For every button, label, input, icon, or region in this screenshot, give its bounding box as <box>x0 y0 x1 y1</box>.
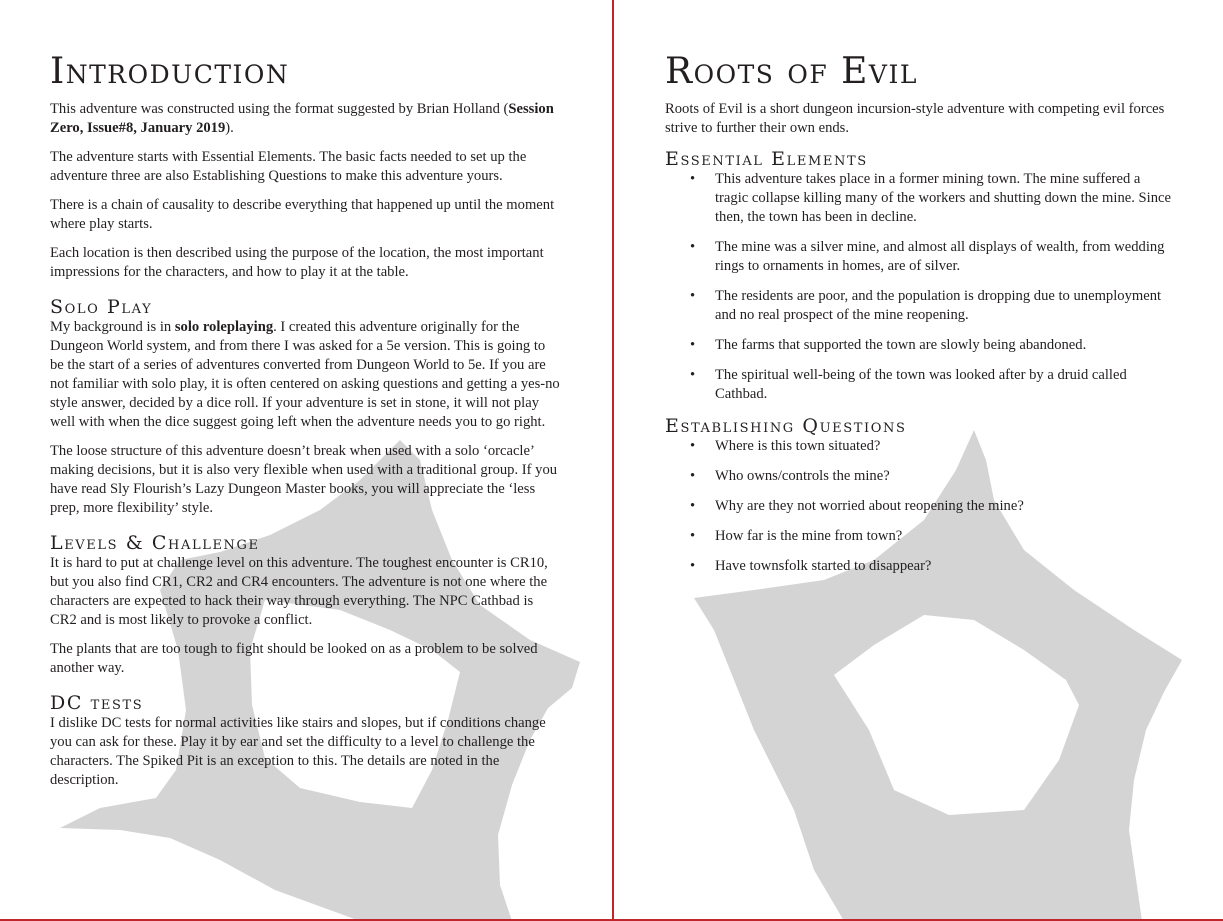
bullet-icon: • <box>690 171 696 187</box>
solo-paragraph-2: The loose structure of this adventure doesn’t break when used with a solo ‘orcacle’ making decisions, but it is also very flexible when used with a traditional group. If you have read Sly Flourish’s Lazy Dungeon Master books, you will appreciate the ‘less prep, more flexibility’ style. <box>50 443 558 516</box>
establishing-questions-list <box>665 437 1173 576</box>
section-heading-solo-play: Solo Play <box>50 296 153 318</box>
essential-elements-list <box>665 170 1173 404</box>
list-item: • This adventure takes place in a former mining town. The mine suffered a tragic collapse killing many of the workers and shutting down the mine. Since then, the town has been in decline. <box>690 171 1171 225</box>
bullet-icon: • <box>690 367 696 383</box>
bullet-icon: • <box>690 438 696 454</box>
list-item: • How far is the mine from town? <box>690 528 903 544</box>
bullet-icon: • <box>690 498 696 514</box>
list-item: • The farms that supported the town are slowly being abandoned. <box>690 337 1087 353</box>
list-item: • Where is this town situated? <box>690 438 881 454</box>
intro-paragraph-1: This adventure was constructed using the format suggested by Brian Holland (Session Zero, Issue#8, January 2019). <box>50 101 554 136</box>
section-heading-essential-elements: Essential Elements <box>665 148 868 170</box>
list-item: • Have townsfolk started to disappear? <box>690 558 932 574</box>
levels-paragraph-2: The plants that are too tough to fight should be looked on as a problem to be solved another way. <box>50 641 538 676</box>
intro-paragraph-3: There is a chain of causality to describe everything that happened up until the moment where play starts. <box>50 197 555 232</box>
dc-paragraph-1: I dislike DC tests for normal activities like stairs and slopes, but if conditions change you can ask for these. Play it by ear and set the difficulty to a level to challenge the characters. The Spiked Pit is an exception to this. The details are noted in the description. <box>50 715 546 788</box>
intro-paragraph-4: Each location is then described using the purpose of the location, the most important impressions for the characters, and how to play it at the table. <box>50 245 544 280</box>
bullet-icon: • <box>690 337 696 353</box>
section-heading-establishing-questions: Establishing Questions <box>665 415 907 437</box>
intro-paragraph-2: The adventure starts with Essential Elements. The basic facts needed to set up the adventure three are also Establishing Questions to make this adventure yours. <box>50 149 527 184</box>
section-heading-dc-tests: DC tests <box>50 692 144 714</box>
list-item: • Why are they not worried about reopening the mine? <box>690 498 1024 514</box>
list-item: • The residents are poor, and the population is dropping due to unemployment and no real prospect of the mine reopening. <box>690 288 1162 323</box>
bullet-icon: • <box>690 558 696 574</box>
bullet-icon: • <box>690 528 696 544</box>
list-item: • The spiritual well-being of the town was looked after by a druid called Cathbad. <box>690 367 1127 402</box>
bullet-icon: • <box>690 288 696 304</box>
bullet-icon: • <box>690 239 696 255</box>
right-page-content <box>665 48 1173 587</box>
left-page-content <box>50 48 562 800</box>
list-item: • The mine was a silver mine, and almost all displays of wealth, from wedding rings to ornaments in homes, are of silver. <box>690 239 1165 274</box>
bullet-icon: • <box>690 468 696 484</box>
levels-paragraph-1: It is hard to put at challenge level on this adventure. The toughest encounter is CR10, but you also find CR1, CR2 and CR4 encounters. The adventure is not one where the characters are expected to hack their way through everything. The NPC Cathbad is CR2 and is most likely to provoke a conflict. <box>50 555 548 628</box>
page-title-roots-of-evil: Roots of Evil <box>665 51 918 92</box>
solo-paragraph-1: My background is in solo roleplaying. I created this adventure originally for the Dungeon World system, and from there I was asked for a 5e version. This is going to be the start of a series of adventures converted from Dungeon World to 5e. If you are not familiar with solo play, it is often centered on asking questions and getting a yes-no style answer, decided by a dice roll. If your adventure is set in stone, it will not play well with when the dice suggest going left when the adventure needs you to go right. <box>50 319 560 430</box>
page-title-introduction: Introduction <box>50 51 290 92</box>
list-item: • Who owns/controls the mine? <box>690 468 890 484</box>
section-heading-levels-challenge: Levels & Challenge <box>50 532 260 554</box>
right-page <box>614 0 1223 921</box>
roots-intro-paragraph: Roots of Evil is a short dungeon incursion-style adventure with competing evil forces strive to further their own ends. <box>665 101 1165 136</box>
